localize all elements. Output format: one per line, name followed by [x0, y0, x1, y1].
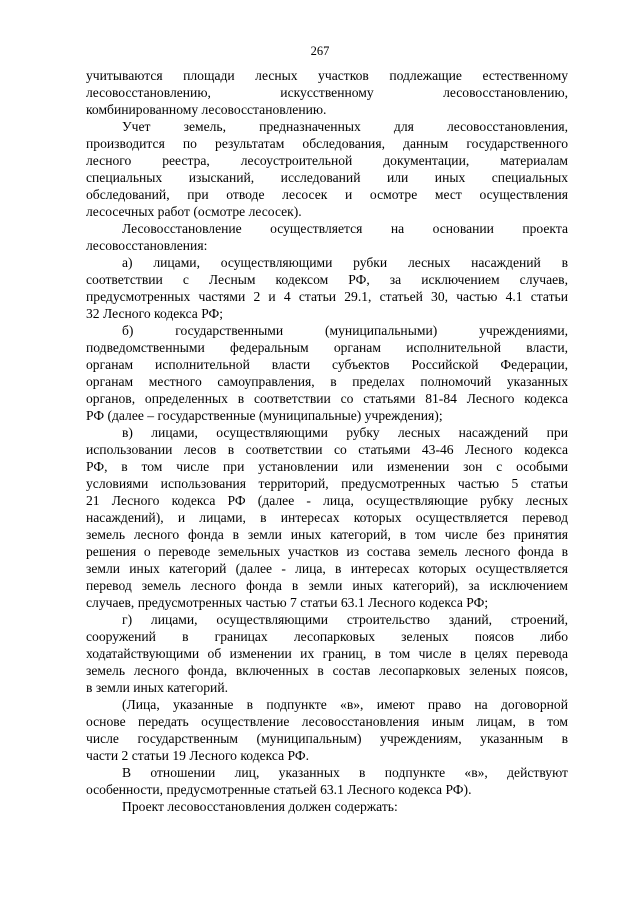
- text-line: в земли иных категорий.: [86, 680, 228, 695]
- text-line: соответствии с Лесным кодексом РФ, за исключением случаев,: [86, 272, 568, 287]
- text-line: г) лицами, осуществляющими строительство зданий, строений,: [122, 612, 568, 627]
- text-line: лесосечных работ (осмотре лесосек).: [86, 204, 302, 219]
- text-line: 21 Лесного кодекса РФ (далее - лица, осуществляющие рубку лесных: [86, 493, 568, 508]
- text-line: органам местного самоуправления, в пределах полномочий указанных: [86, 374, 568, 389]
- text-line: насаждений), и лицами, в интересах которых осуществляется перевод: [86, 510, 568, 525]
- paragraph: [86, 798, 568, 815]
- paragraph: [86, 67, 568, 118]
- text-line: учитываются площади лесных участков подлежащие естественному: [86, 68, 568, 83]
- text-line: РФ (далее – государственные (муниципальные) учреждения);: [86, 408, 443, 423]
- text-line: б) государственными (муниципальными) учреждениями,: [122, 323, 568, 338]
- paragraph: [86, 611, 568, 696]
- text-line: использовании лесов в соответствии со статьями 43-46 Лесного кодекса: [86, 442, 568, 457]
- text-line: РФ, в том числе при установлении или изменении зон с особыми: [86, 459, 568, 474]
- text-line: лесовосстановлению, искусственному лесовосстановлению,: [86, 85, 568, 100]
- text-line: части 2 статьи 19 Лесного кодекса РФ.: [86, 748, 310, 763]
- text-line: условиями использования территорий, предусмотренных частью 5 статьи: [86, 476, 568, 491]
- text-line: Проект лесовосстановления должен содержать:: [122, 799, 398, 814]
- paragraph: [86, 696, 568, 764]
- paragraph: [86, 220, 568, 254]
- text-line: земли иных категорий (далее - лица, в интересах которых осуществляется: [86, 561, 568, 576]
- document-body: [86, 67, 568, 815]
- paragraph: [86, 254, 568, 322]
- text-line: 32 Лесного кодекса РФ;: [86, 306, 224, 321]
- text-line: комбинированному лесовосстановлению.: [86, 102, 327, 117]
- text-line: в) лицами, осуществляющими рубку лесных насаждений при: [122, 425, 568, 440]
- text-line: сооружений в границах лесопарковых зеленых поясов либо: [86, 629, 568, 644]
- text-line: ходатайствующими об изменении их границ, в том числе в целях перевода: [86, 646, 568, 661]
- text-line: перевод земель лесного фонда в земли иных категорий), за исключением: [86, 578, 568, 593]
- text-line: решения о переводе земельных участков из состава земель лесного фонда в: [86, 544, 568, 559]
- text-line: производится по результатам обследования, данным государственного: [86, 136, 568, 151]
- text-line: особенности, предусмотренные статьей 63.1 Лесного кодекса РФ).: [86, 782, 472, 797]
- text-line: а) лицами, осуществляющими рубки лесных насаждений в: [122, 255, 568, 270]
- text-line: В отношении лиц, указанных в подпункте «в», действуют: [122, 765, 568, 780]
- text-line: органам исполнительной власти субъектов Российской Федерации,: [86, 357, 568, 372]
- text-line: Учет земель, предназначенных для лесовосстановления,: [122, 119, 568, 134]
- text-line: земель лесного фонда, включенных в состав лесопарковых зеленых поясов,: [86, 663, 568, 678]
- text-line: лесного реестра, лесоустроительной документации, материалам: [86, 153, 568, 168]
- text-line: Лесовосстановление осуществляется на основании проекта: [122, 221, 568, 236]
- text-line: предусмотренных частями 2 и 4 статьи 29.1, статьей 30, частью 4.1 статьи: [86, 289, 568, 304]
- text-line: подведомственными федеральным органам исполнительной власти,: [86, 340, 568, 355]
- paragraph: [86, 118, 568, 220]
- text-line: органов, определенных в соответствии со статьями 81-84 Лесного кодекса: [86, 391, 568, 406]
- text-line: (Лица, указанные в подпункте «в», имеют право на договорной: [122, 697, 568, 712]
- paragraph: [86, 424, 568, 611]
- text-line: обследований, при отводе лесосек и осмотре мест осуществления: [86, 187, 568, 202]
- text-line: случаев, предусмотренных частью 7 статьи 63.1 Лесного кодекса РФ;: [86, 595, 489, 610]
- paragraph: [86, 322, 568, 424]
- text-line: числе государственным (муниципальным) учреждениям, указанным в: [86, 731, 568, 746]
- text-line: специальных изысканий, исследований или иных специальных: [86, 170, 568, 185]
- text-line: земель лесного фонда в земли иных категорий, в том числе без принятия: [86, 527, 568, 542]
- page-number: 267: [310, 44, 330, 58]
- text-line: лесовосстановления:: [86, 238, 208, 253]
- paragraph: [86, 764, 568, 798]
- text-line: основе передать осуществление лесовосстановления иным лицам, в том: [86, 714, 568, 729]
